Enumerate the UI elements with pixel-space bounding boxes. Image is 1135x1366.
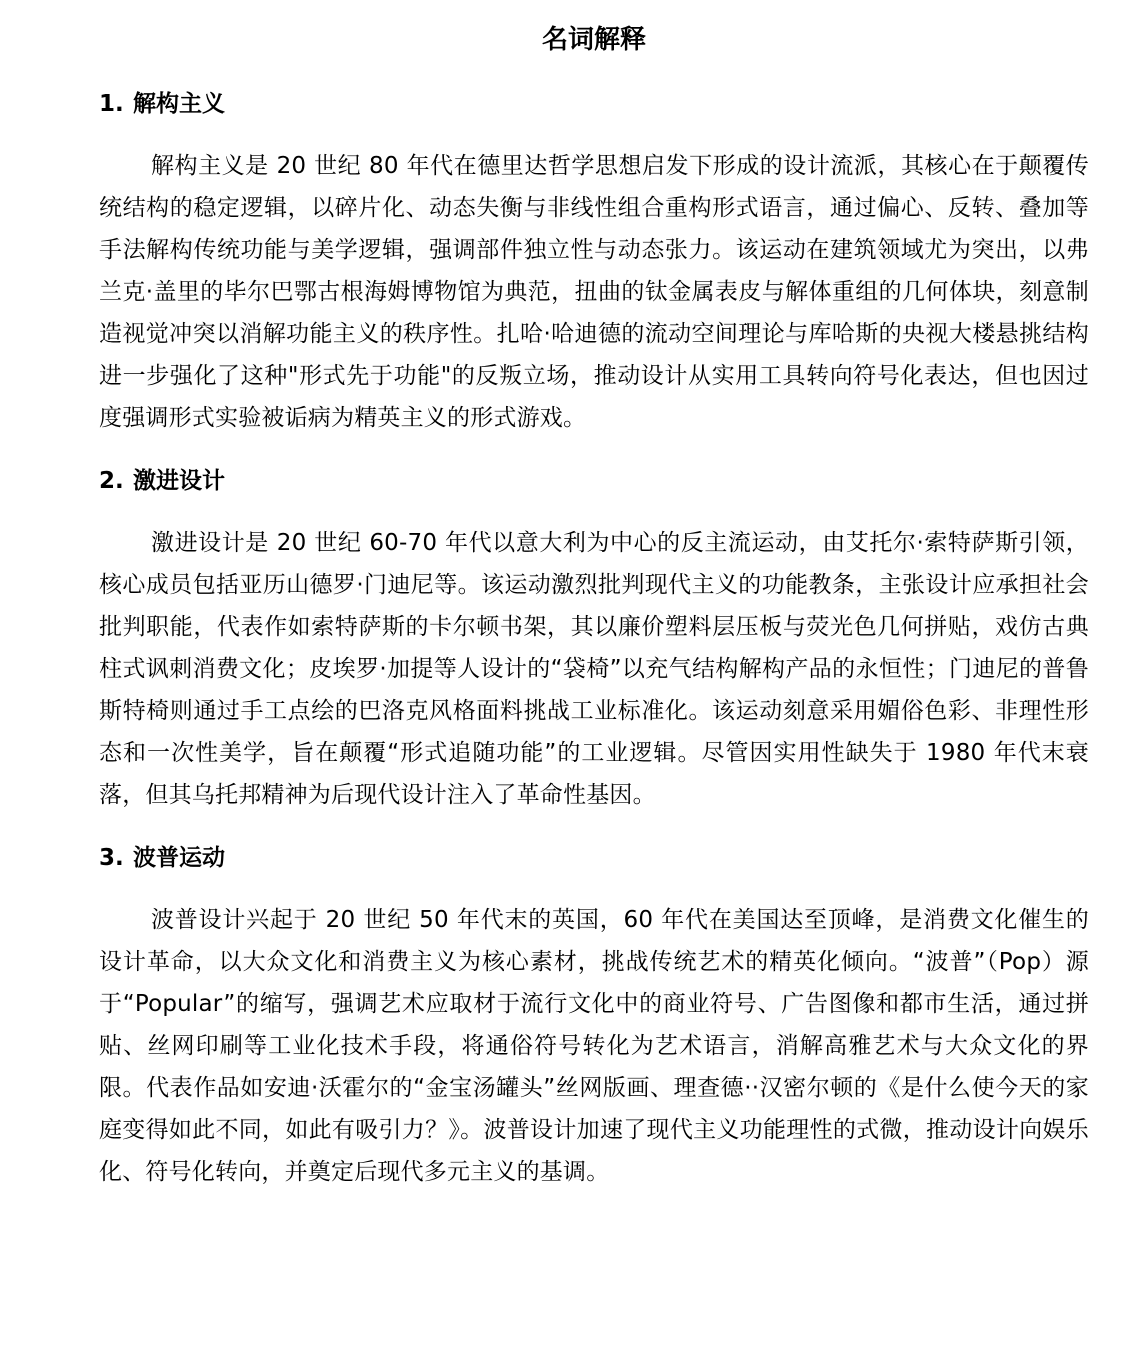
section-heading (99, 87, 1089, 121)
section-radical-design (99, 464, 1089, 816)
section-deconstructivism (99, 87, 1089, 439)
page-title: 名词解释 (541, 25, 646, 55)
section-heading (99, 841, 1089, 875)
section-heading (99, 464, 1089, 498)
section-paragraph: 激进设计是 20 世纪 60-70 年代以意大利为中心的反主流运动，由艾托尔·索特萨斯引领，核心成员包括亚历山德罗·门迪尼等。该运动激烈批判现代主义的功能教条，主张设计应承担社会批判职能，代表作如索特萨斯的卡尔顿书架，其以廉价塑料层压板与荧光色几何拼贴，戏仿古典柱式讽刺消费文化；皮埃罗·加提等人设计的“袋椅”以充气结构解构产品的永恒性；门迪尼的普鲁斯特椅则通过手工点绘的巴洛克风格面料挑战工业标准化。该运动刻意采用媚俗色彩、非理性形态和一次性美学，旨在颠覆“形式追随功能”的工业逻辑。尽管因实用性缺失于 1980 年代末衰落，但其乌托邦精神为后现代设计注入了革命性基因。 (99, 530, 1089, 808)
section-number: 3. (99, 845, 124, 871)
section-paragraph: 波普设计兴起于 20 世纪 50 年代末的英国，60 年代在美国达至顶峰，是消费文化催生的设计革命，以大众文化和消费主义为核心素材，挑战传统艺术的精英化倾向。“波普”（Pop）源于“Popular”的缩写，强调艺术应取材于流行文化中的商业符号、广告图像和都市生活，通过拼贴、丝网印刷等工业化技术手段，将通俗符号转化为艺术语言，消解高雅艺术与大众文化的界限。代表作品如安迪·沃霍尔的“金宝汤罐头”丝网版画、理查德··汉密尔顿的《是什么使今天的家庭变得如此不同，如此有吸引力？》。波普设计加速了现代主义功能理性的式微，推动设计向娱乐化、符号化转向，并奠定后现代多元主义的基调。 (99, 907, 1089, 1185)
section-paragraph: 解构主义是 20 世纪 80 年代在德里达哲学思想启发下形成的设计流派，其核心在于颠覆传统结构的稳定逻辑，以碎片化、动态失衡与非线性组合重构形式语言，通过偏心、反转、叠加等手法解构传统功能与美学逻辑，强调部件独立性与动态张力。该运动在建筑领域尤为突出，以弗兰克·盖里的毕尔巴鄂古根海姆博物馆为典范，扭曲的钛金属表皮与解体重组的几何体块，刻意制造视觉冲突以消解功能主义的秩序性。扎哈·哈迪德的流动空间理论与库哈斯的央视大楼悬挑结构进一步强化了这种"形式先于功能"的反叛立场，推动设计从实用工具转向符号化表达，但也因过度强调形式实验被诟病为精英主义的形式游戏。 (99, 153, 1089, 431)
section-number: 1. (99, 91, 124, 117)
section-title: 解构主义 (133, 91, 225, 117)
section-number: 2. (99, 468, 124, 494)
section-pop-movement (99, 841, 1089, 1193)
section-title: 激进设计 (133, 468, 225, 494)
section-title: 波普运动 (133, 845, 225, 871)
